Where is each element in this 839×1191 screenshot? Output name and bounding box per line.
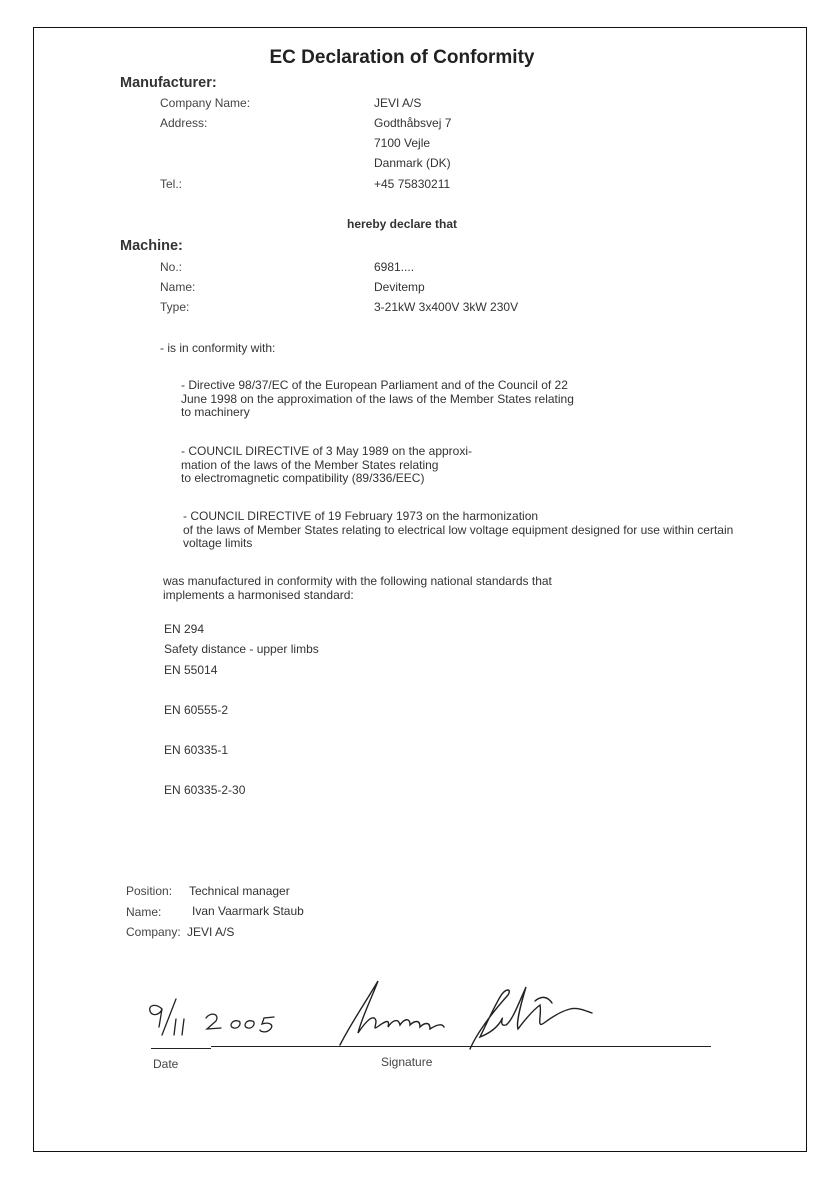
standard-item: EN 60335-1 (164, 743, 229, 757)
handwritten-signature (340, 981, 592, 1049)
tel-label: Tel.: (160, 177, 183, 191)
directive-emc: - COUNCIL DIRECTIVE of 3 May 1989 on the approxi- mation of the laws of the Member States relating to electromagnetic compatibility (89/336/EEC) (181, 444, 472, 485)
machine-name-value: Devitemp (374, 280, 425, 294)
machine-type-value: 3-21kW 3x400V 3kW 230V (374, 300, 519, 314)
machine-heading: Machine: (120, 238, 183, 254)
company-name-value: JEVI A/S (374, 96, 422, 110)
tel-value: +45 75830211 (374, 177, 451, 191)
address-line: Godthåbsvej 7 (374, 116, 452, 130)
handwritten-date (150, 999, 274, 1035)
manufacturer-heading: Manufacturer: (120, 75, 217, 91)
standard-item: EN 55014 (164, 663, 218, 677)
signatory-name-label: Name: (126, 905, 162, 919)
address-line: Danmark (DK) (374, 156, 451, 170)
machine-name-label: Name: (160, 280, 196, 294)
date-label: Date (153, 1057, 179, 1071)
declare-text: hereby declare that (347, 217, 458, 231)
address-label: Address: (160, 116, 208, 130)
machine-type-label: Type: (160, 300, 190, 314)
document-title: EC Declaration of Conformity (269, 47, 535, 68)
standards-intro: was manufactured in conformity with the following national standards that implements a harmonised standard: (163, 574, 552, 602)
standard-item: Safety distance - upper limbs (164, 642, 319, 656)
standard-item: EN 60335-2-30 (164, 783, 246, 797)
handwriting-signature-image (140, 975, 600, 1055)
conformity-intro: - is in conformity with: (160, 341, 276, 355)
machine-no-value: 6981.... (374, 260, 415, 274)
company-name-label: Company Name: (160, 96, 251, 110)
signatory-company-label: Company: (126, 925, 181, 939)
standard-item: EN 294 (164, 622, 205, 636)
address-line: 7100 Vejle (374, 136, 431, 150)
signatory-company-value: JEVI A/S (187, 925, 235, 939)
position-label: Position: (126, 884, 173, 898)
directive-machinery: - Directive 98/37/EC of the European Parliament and of the Council of 22 June 1998 on the approximation of the laws of the Member States relating to machinery (181, 378, 574, 419)
machine-no-label: No.: (160, 260, 183, 274)
date-line (151, 1048, 211, 1049)
standard-item: EN 60555-2 (164, 703, 229, 717)
signature-line (211, 1046, 711, 1047)
directive-low-voltage: - COUNCIL DIRECTIVE of 19 February 1973 on the harmonization of the laws of Member States relating to electrical low voltage equipment designed for use within certain voltage limits (183, 509, 734, 550)
signatory-name-value: Ivan Vaarmark Staub (192, 904, 304, 918)
position-value: Technical manager (189, 884, 290, 898)
signature-label: Signature (381, 1055, 433, 1069)
